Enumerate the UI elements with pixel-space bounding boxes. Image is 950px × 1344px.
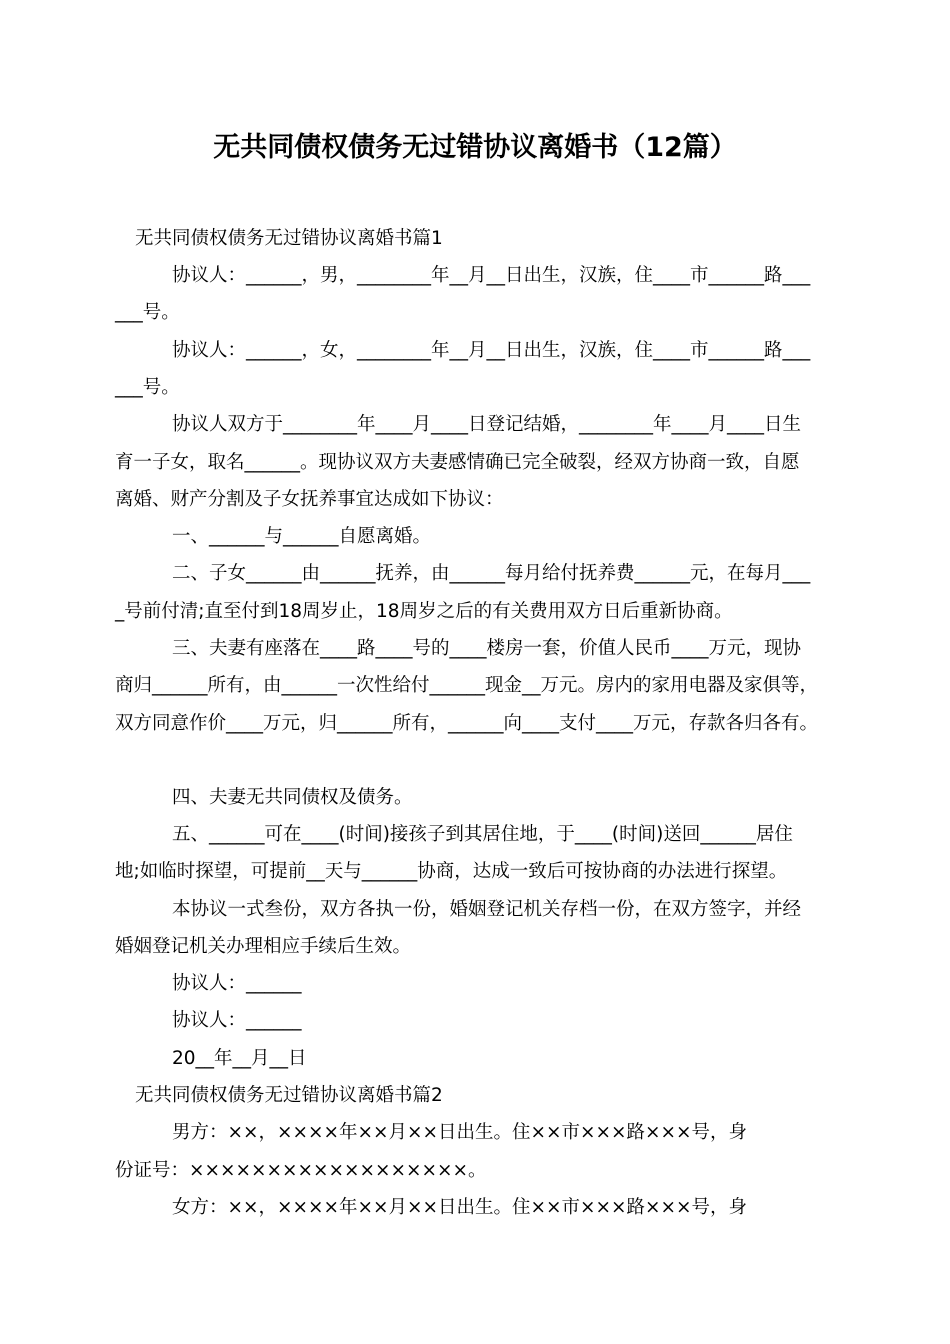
signature-line: 协议人：______ [172, 1010, 302, 1031]
paragraph-line: 一、______与______自愿离婚。 [172, 526, 432, 547]
paragraph-line: 离婚、财产分割及子女抚养事宜达成如下协议： [115, 489, 504, 510]
paragraph-line: ___号。 [115, 377, 180, 398]
paragraph-line: 婚姻登记机关办理相应手续后生效。 [115, 936, 412, 957]
paragraph-line: 育一子女，取名______。现协议双方夫妻感情确已完全破裂，经双方协商一致，自愿 [115, 452, 800, 473]
paragraph-line: 协议人：______，男，________年__月__日出生，汉族，住____市______路___ [172, 265, 811, 286]
paragraph-line: _号前付清;直至付到18周岁止，18周岁之后的有关费用双方日后重新协商。 [115, 601, 733, 622]
paragraph-line: 协议人：______，女，________年__月__日出生，汉族，住____市______路___ [172, 340, 811, 361]
paragraph-line: ___号。 [115, 302, 180, 323]
date-line: 20__年__月__日 [172, 1048, 307, 1069]
paragraph-line: 男方：××，××××年××月××日出生。住××市×××路×××号，身 [172, 1122, 748, 1143]
paragraph-line: 双方同意作价____万元，归______所有，______向____支付____万元，存款各归各有。 [115, 713, 819, 734]
section-heading-2: 无共同债权债务无过错协议离婚书篇2 [135, 1085, 443, 1106]
paragraph-line: 本协议一式叁份，双方各执一份，婚姻登记机关存档一份，在双方签字，并经 [172, 899, 802, 920]
signature-line: 协议人：______ [172, 973, 302, 994]
paragraph-line: 协议人双方于________年____月____日登记结婚，________年____月____日生 [172, 414, 802, 435]
document-title: 无共同债权债务无过错协议离婚书（12篇） [213, 132, 737, 163]
paragraph-line: 四、夫妻无共同债权及债务。 [172, 787, 413, 808]
paragraph-line: 五、______可在____(时间)接孩子到其居住地，于____(时间)送回______居住 [172, 824, 793, 845]
paragraph-line: 女方：××，××××年××月××日出生。住××市×××路×××号，身 [172, 1197, 748, 1218]
paragraph-line: 二、子女______由______抚养，由______每月给付抚养费______元，在每月___ [172, 563, 811, 584]
paragraph-line: 三、夫妻有座落在____路____号的____楼房一套，价值人民币____万元，现协 [172, 638, 802, 659]
paragraph-line: 地;如临时探望，可提前__天与______协商，达成一致后可按协商的办法进行探望。 [115, 861, 788, 882]
section-heading-1: 无共同债权债务无过错协议离婚书篇1 [135, 228, 443, 249]
paragraph-line: 商归______所有，由______一次性给付______现金__万元。房内的家用电器及家俱等， [115, 675, 819, 696]
paragraph-line: 份证号：××××××××××××××××××。 [115, 1160, 487, 1181]
